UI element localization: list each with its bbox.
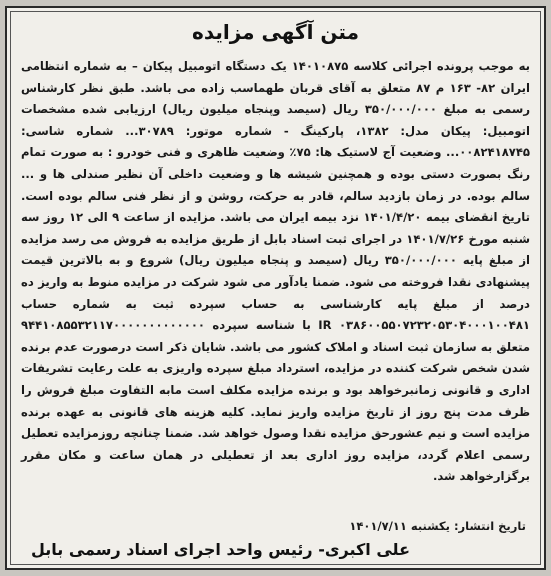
publication-date: تاریخ انتشار: یکشنبه ۱۴۰۱/۷/۱۱: [349, 519, 526, 533]
notice-paper: [5, 6, 546, 570]
notice-body: به موجب پرونده اجرائی کلاسه ۱۴۰۱۰۸۷۵ یک دستگاه اتومبیل پیکان – به شماره انتظامی ایران ۸۲- ۱۶۳ م ۸۷ متعلق به آقای قربان طهماسب زاده می باشد. طبق نظر کارشناس رسمی به مبلغ ۳۵۰/۰۰۰/۰۰۰ ریال (سیصد وپنجاه میلیون ریال) ارزیابی شده مشخصات اتومبیل: پیکان مدل: ۱۳۸۲، پارکینگ - شماره موتور: ۳۰۷۸۹... شماره شاسی: ۰۰۸۲۴۱۸۷۴۵... وضعیت آج لاستیک ها: ۷۵٪ وضعیت ظاهری و فنی خودرو : به صورت تمام رنگ بصورت دستی بوده و همچنین شیشه ها و وضعیت داخلی آن نظیر صندلی ها و ... سالم بوده. در زمان بازدید سالم، قادر به حرکت، روشن و از نظر فنی سالم بوده است. تاریخ انقضای بیمه ۱۴۰۱/۴/۲۰ نزد بیمه ایران می باشد. مزایده از ساعت ۹ الی ۱۲ روز سه شنبه مورخ ۱۴۰۱/۷/۲۶ در اجرای ثبت اسناد بابل از طریق مزایده به فروش می رسد مزایده از مبلغ پایه ۳۵۰/۰۰۰/۰۰۰ ریال (سیصد و پنجاه میلیون ریال) شروع و به بالاترین قیمت پیشنهادی نقدا فروخته می شود. ضمنا یادآور می شود شرکت در مزایده منوط به واریز ده درصد از مبلغ پایه کارشناسی به حساب سپرده ثبت به شماره حساب ۰۳۸۶۰۰۵۵۰۷۲۳۲۰۵۳۰۴۰۰۰۱۰۰۴۸۱ IR با شناسه سپرده ۹۴۴۱۰۸۵۵۳۲۱۱۷۰۰۰۰۰۰۰۰۰۰۰۰۰ متعلق به سازمان ثبت اسناد و املاک کشور می باشد. شایان ذکر است درصورت عدم برنده شدن شخص شرکت کننده در مزایده، استرداد مبلغ سپرده واریزی به علت رعایت تشریفات اداری و قانونی زمانبرخواهد بود و برنده مزایده مکلف است مابه التفاوت مبلغ فروش را ظرف مدت پنج روز از تاریخ مزایده واریز نماید. کلیه هزینه های قانونی به عهده برنده مزایده است و نیم عشورحق مزایده نقدا وصول خواهد شد. ضمنا چنانچه روزمزایده تعطیل رسمی اعلام گردد، مزایده روز اداری بعد از تعطیلی در همان ساعت و مکان مقرر برگزارخواهد شد.: [21, 59, 531, 484]
signature-line: علی اکبری- رئیس واحد اجرای اسناد رسمی بابل: [30, 540, 410, 559]
notice-title: متن آگهی مزایده: [192, 20, 359, 44]
notice-frame: [10, 11, 541, 565]
